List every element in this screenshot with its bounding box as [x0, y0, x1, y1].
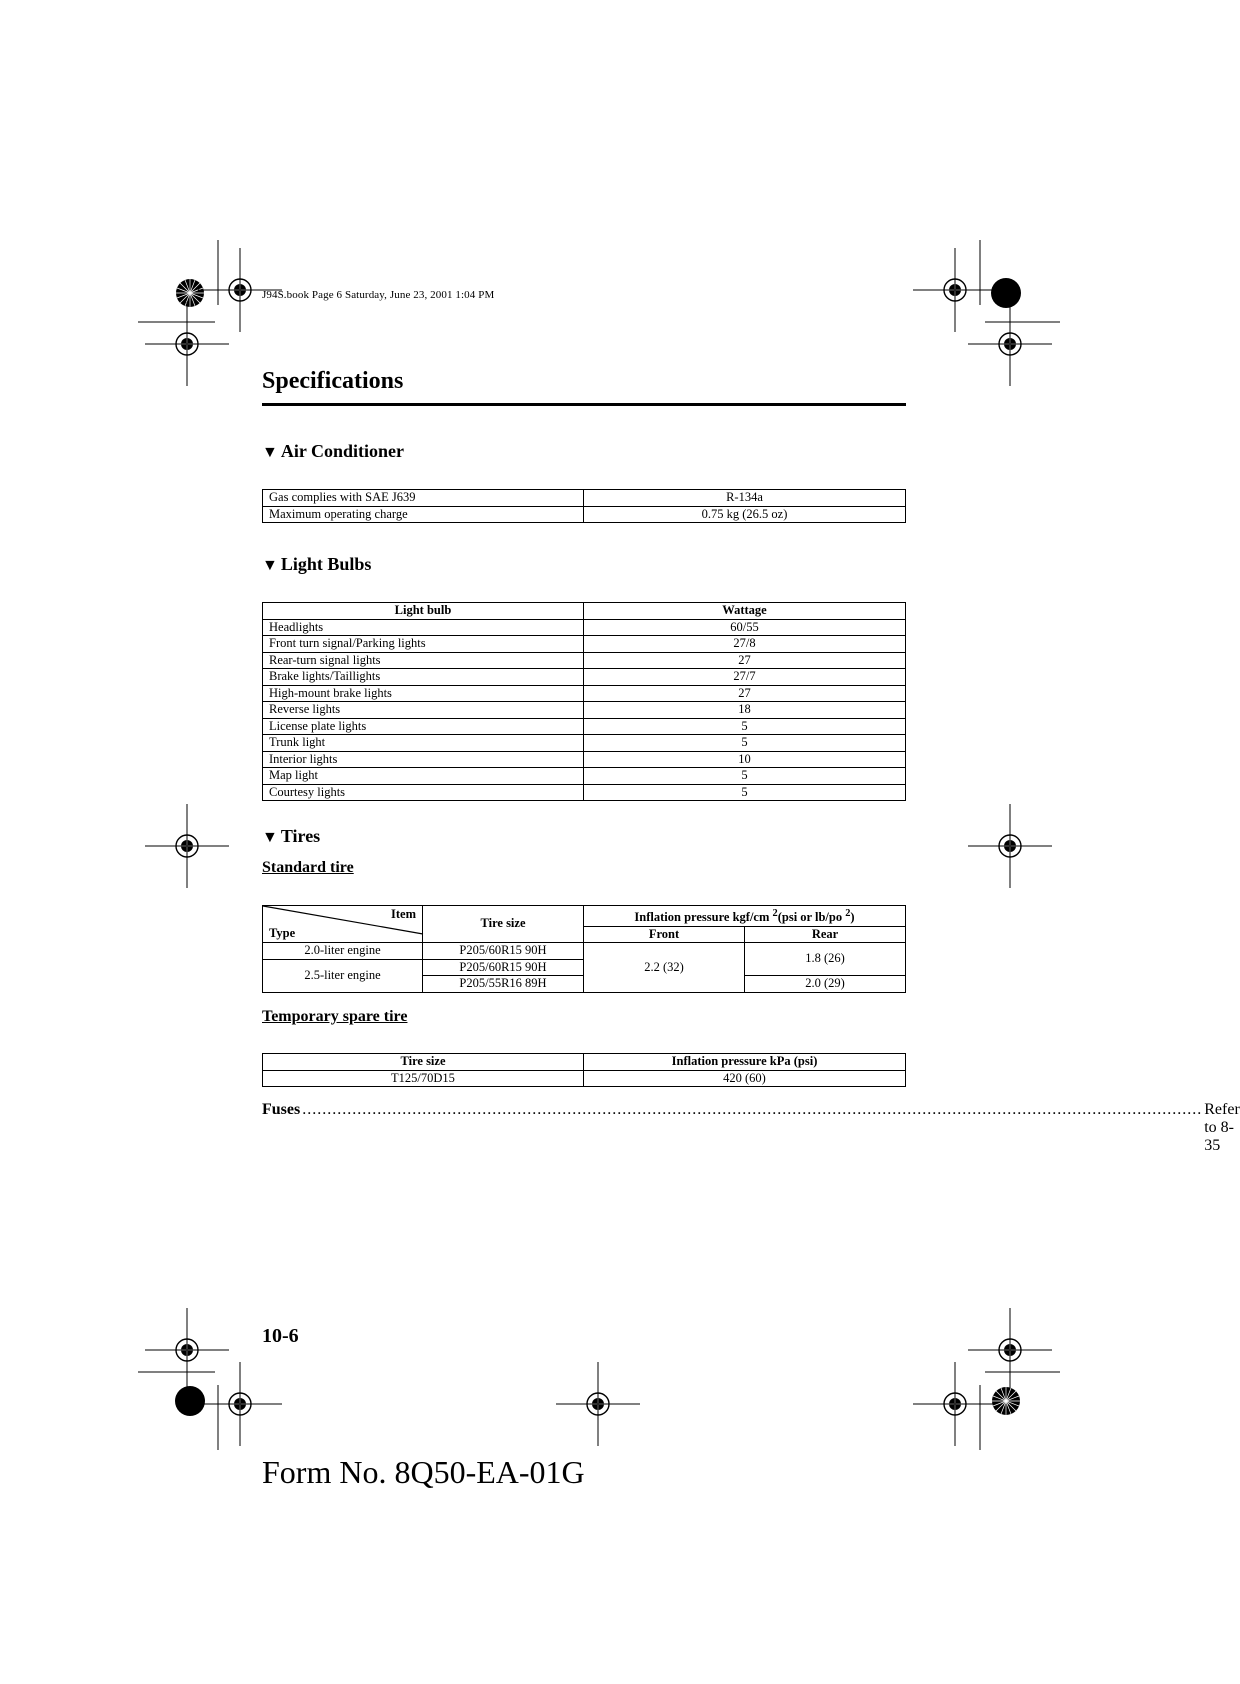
- table-cell: Front turn signal/Parking lights: [263, 636, 584, 653]
- column-header-rear: Rear: [745, 926, 906, 943]
- table-cell: 60/55: [584, 619, 906, 636]
- table-cell: 0.75 kg (26.5 oz): [584, 506, 906, 523]
- section-air-conditioner: [262, 441, 404, 462]
- table-row: [263, 490, 906, 507]
- table-row: [263, 702, 906, 719]
- fuses-label: Fuses: [262, 1101, 301, 1118]
- table-row: [263, 735, 906, 752]
- light-bulbs-table: [262, 602, 906, 801]
- table-row: [263, 685, 906, 702]
- book-info-header: J94S.book Page 6 Saturday, June 23, 2001 1:04 PM: [262, 289, 495, 301]
- column-header-wattage: Wattage: [584, 603, 906, 620]
- table-cell: 5: [584, 784, 906, 801]
- table-row: [263, 784, 906, 801]
- table-row: [263, 943, 906, 960]
- section-heading: Tires: [280, 826, 321, 846]
- table-row: [263, 652, 906, 669]
- fuses-reference: Refer to 8-35: [1204, 1101, 1240, 1154]
- table-row: [263, 1070, 906, 1087]
- column-header-light-bulb: Light bulb: [263, 603, 584, 620]
- reg-mark-bottom-right-2: [913, 1362, 997, 1446]
- table-cell: 5: [584, 768, 906, 785]
- table-cell: 1.8 (26): [745, 943, 906, 976]
- table-cell: P205/55R16 89H: [423, 976, 584, 993]
- page-title: Specifications: [262, 368, 404, 394]
- table-cell: 5: [584, 735, 906, 752]
- star-mark-top-left: [176, 279, 204, 307]
- table-cell: Brake lights/Taillights: [263, 669, 584, 686]
- subheading-standard-tire: Standard tire: [262, 859, 354, 876]
- table-row: [263, 636, 906, 653]
- pressure-label-b: (psi or lb/po: [777, 910, 846, 925]
- standard-tire-table: [262, 905, 906, 993]
- table-header-row: [263, 603, 906, 620]
- section-heading: Air Conditioner: [280, 441, 405, 461]
- item-label: Item: [391, 907, 416, 921]
- star-mark-bottom-right: [992, 1387, 1020, 1415]
- subheading-temporary-spare-tire: Temporary spare tire: [262, 1008, 408, 1025]
- table-cell: P205/60R15 90H: [423, 959, 584, 976]
- table-cell: 2.2 (32): [584, 943, 745, 993]
- spare-tire-table: [262, 1053, 906, 1087]
- column-header-front: Front: [584, 926, 745, 943]
- table-cell: Maximum operating charge: [263, 506, 584, 523]
- dot-mark-top-right: [991, 278, 1021, 308]
- table-cell: 27/7: [584, 669, 906, 686]
- reg-mark-bottom-right-1: [968, 1308, 1052, 1392]
- table-row: [263, 751, 906, 768]
- pressure-label-c: ): [850, 910, 855, 925]
- table-cell: 2.0-liter engine: [263, 943, 423, 960]
- dot-mark-bottom-left: [175, 1386, 205, 1416]
- table-cell: 27: [584, 685, 906, 702]
- column-header-tire-size: Tire size: [263, 1054, 584, 1071]
- table-row: [263, 718, 906, 735]
- reg-mark-top-right-1: [913, 248, 997, 332]
- item-type-diagonal-cell: [263, 906, 423, 943]
- table-cell: 2.0 (29): [745, 976, 906, 993]
- triangle-down-icon: ▼: [262, 444, 278, 461]
- table-cell: R-134a: [584, 490, 906, 507]
- table-cell: Rear-turn signal lights: [263, 652, 584, 669]
- table-cell: Reverse lights: [263, 702, 584, 719]
- reg-mark-mid-left: [145, 804, 229, 888]
- table-row: [263, 768, 906, 785]
- pressure-sup-b: 2: [845, 908, 851, 919]
- table-cell: 27/8: [584, 636, 906, 653]
- dot-leader: ....................................................................................................................................................................................: [302, 1101, 1203, 1118]
- table-cell: Trunk light: [263, 735, 584, 752]
- pressure-sup-a: 2: [772, 908, 778, 919]
- air-conditioner-table: [262, 489, 906, 523]
- reg-mark-bottom-left-1: [145, 1308, 229, 1392]
- table-cell: 420 (60): [584, 1070, 906, 1087]
- section-tires: [262, 826, 320, 847]
- title-rule: [262, 403, 906, 406]
- table-header-row: [263, 1054, 906, 1071]
- reg-mark-top-left-2: [145, 302, 229, 386]
- pressure-label-a: Inflation pressure kgf/cm: [634, 910, 773, 925]
- table-cell: Interior lights: [263, 751, 584, 768]
- table-cell: License plate lights: [263, 718, 584, 735]
- type-label: Type: [269, 925, 296, 940]
- table-cell: P205/60R15 90H: [423, 943, 584, 960]
- triangle-down-icon: ▼: [262, 829, 278, 846]
- table-cell: Gas complies with SAE J639: [263, 490, 584, 507]
- table-header-row: [263, 906, 906, 927]
- column-header-inflation-pressure: Inflation pressure kPa (psi): [584, 1054, 906, 1071]
- section-heading: Light Bulbs: [280, 554, 372, 574]
- table-cell: High-mount brake lights: [263, 685, 584, 702]
- reg-mark-bottom-left-2: [198, 1362, 282, 1446]
- table-cell: 2.5-liter engine: [263, 959, 423, 992]
- reg-mark-top-right-2: [968, 302, 1052, 386]
- table-cell: 5: [584, 718, 906, 735]
- table-cell: Map light: [263, 768, 584, 785]
- form-number: Form No. 8Q50-EA-01G: [262, 1454, 585, 1490]
- column-header-tire-size: Tire size: [423, 906, 584, 943]
- section-light-bulbs: [262, 554, 371, 575]
- table-cell: Courtesy lights: [263, 784, 584, 801]
- triangle-down-icon: ▼: [262, 557, 278, 574]
- table-row: [263, 669, 906, 686]
- table-cell: T125/70D15: [263, 1070, 584, 1087]
- table-cell: 18: [584, 702, 906, 719]
- table-cell: 10: [584, 751, 906, 768]
- page-number: 10-6: [262, 1325, 299, 1347]
- table-row: [263, 619, 906, 636]
- table-row: [263, 506, 906, 523]
- reg-mark-mid-right: [968, 804, 1052, 888]
- reg-mark-bottom-center: [556, 1362, 640, 1446]
- table-cell: 27: [584, 652, 906, 669]
- table-cell: Headlights: [263, 619, 584, 636]
- fuses-reference-line: [262, 1101, 1240, 1155]
- column-header-inflation-pressure: [584, 906, 906, 927]
